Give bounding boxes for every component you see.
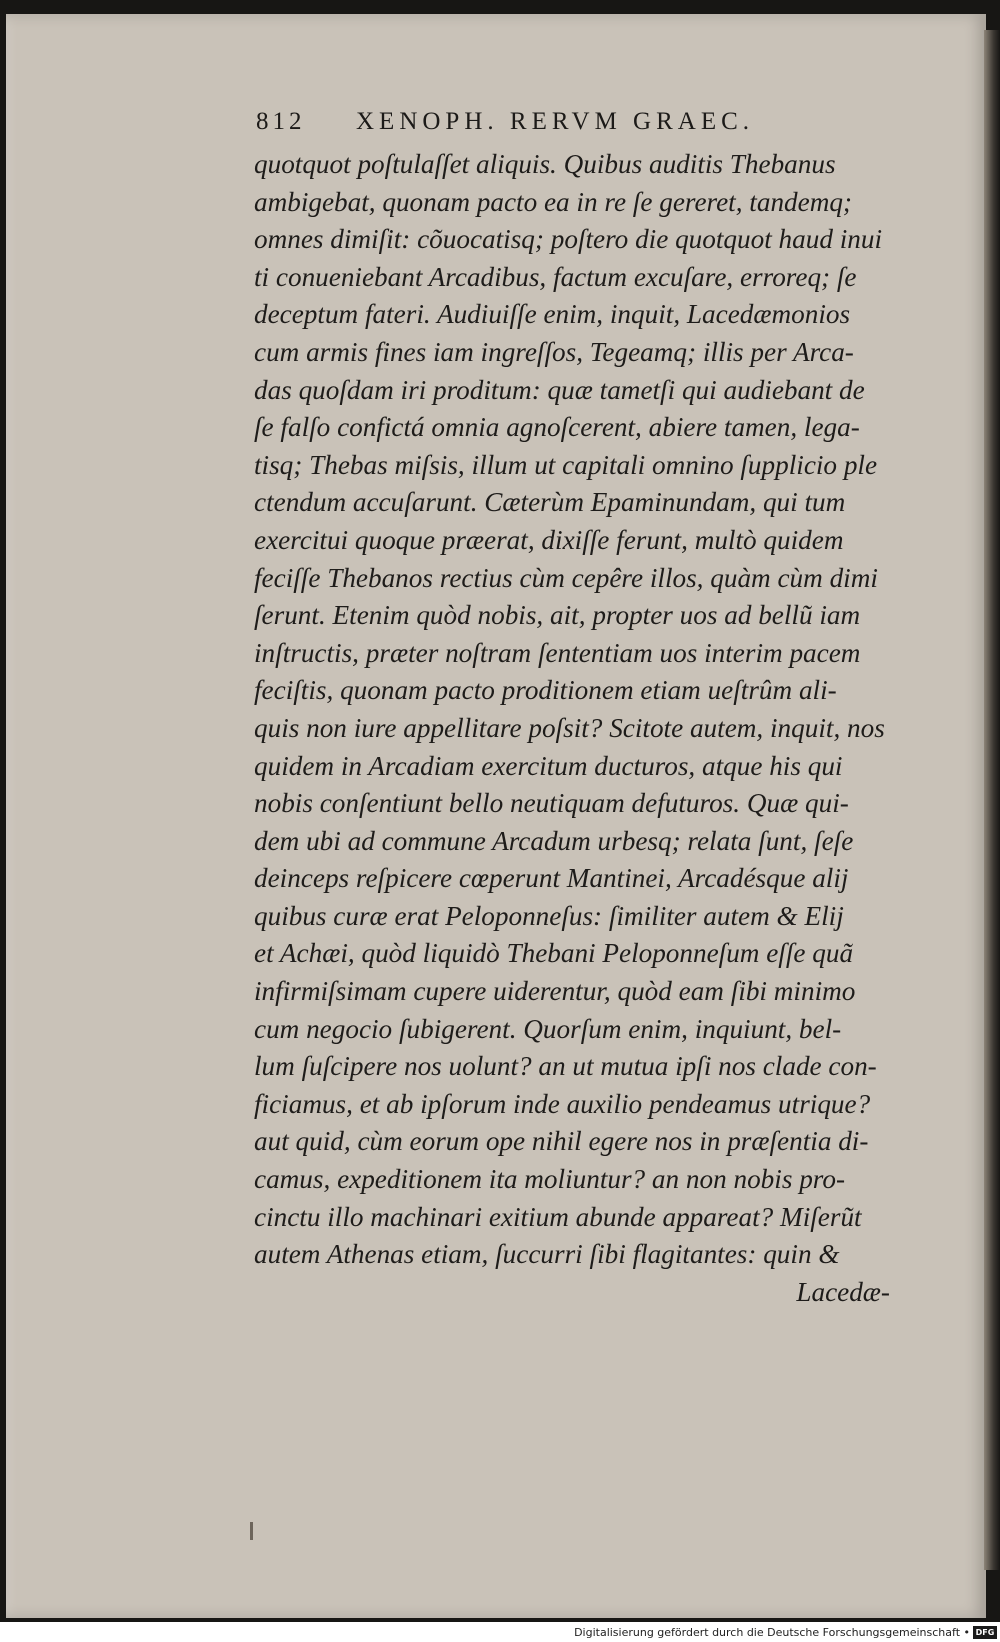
text-line: exercitui quoque præerat, dixiſſe ferunt, multò quidem [254, 524, 844, 555]
funding-credit: Digitalisierung gefördert durch die Deutsche Forschungsgemeinschaft • [574, 1626, 970, 1639]
text-line: ti conueniebant Arcadibus, factum excuſare, erroreq; ſe [254, 261, 857, 292]
text-line: quotquot poſtulaſſet aliquis. Quibus auditis Thebanus [254, 149, 836, 179]
text-line: aut quid, cùm eorum ope nihil egere nos in præſentia di- [254, 1126, 869, 1157]
text-line: infirmiſsimam cupere uiderentur, quòd eam ſibi minimo [254, 976, 856, 1007]
text-line: feciſtis, quonam pacto proditionem etiam ueſtrûm ali- [254, 675, 837, 706]
body-text [254, 146, 906, 1311]
digitization-footer [0, 1624, 1000, 1642]
text-line: tisq; Thebas miſsis, illum ut capitali omnino ſupplicio ple [254, 449, 878, 480]
text-line: das quoſdam iri proditum: quæ tametſi qui audiebant de [254, 374, 865, 405]
text-line: inſtructis, præter noſtram ſententiam uos interim pacem [254, 637, 861, 668]
text-line: autem Athenas etiam, ſuccurri ſibi flagitantes: quin & [254, 1239, 840, 1270]
text-line: cum negocio ſubigerent. Quorſum enim, inquiunt, bel- [254, 1013, 842, 1044]
text-line: camus, expeditionem ita moliuntur? an non nobis pro- [254, 1164, 846, 1195]
text-line: ficiamus, et ab ipſorum inde auxilio pendeamus utrique? [254, 1088, 871, 1119]
text-line: dem ubi ad commune Arcadum urbesq; relata ſunt, ſeſe [254, 825, 854, 856]
text-line: quidem in Arcadiam exercitum ducturos, atque his qui [254, 750, 843, 781]
text-line: cum armis fines iam ingreſſos, Tegeamq; illis per Arca- [254, 336, 854, 367]
text-line: deinceps reſpicere cœperunt Mantinei, Arcadésque alij [254, 863, 849, 894]
text-line: cinctu illo machinari exitium abunde appareat? Miſerũt [254, 1201, 862, 1232]
text-line: et Achæi, quòd liquidò Thebani Peloponneſum eſſe quã [254, 938, 854, 969]
text-line: quibus curæ erat Peloponneſus: ſimiliter autem & Elij [254, 900, 844, 931]
text-line: ſerunt. Etenim quòd nobis, ait, propter uos ad bellũ iam [254, 600, 861, 631]
text-line: ctendum accuſarunt. Cæterùm Epaminundam, qui tum [254, 487, 846, 518]
text-line: deceptum fateri. Audiuiſſe enim, inquit, Lacedæmonios [254, 299, 851, 330]
dfg-logo: DFG [973, 1626, 997, 1639]
text-line: lum ſuſcipere nos uolunt? an ut mutua ipſi nos clade con- [254, 1051, 877, 1082]
page-mark [250, 1522, 253, 1540]
text-line: ſe falſo confictá omnia agnoſcerent, abiere tamen, lega- [254, 412, 860, 443]
text-line: quis non iure appellitare poſsit? Scitote autem, inquit, nos [254, 712, 885, 743]
text-line: ambigebat, quonam pacto ea in re ſe gereret, tandemq; [254, 186, 852, 217]
folio-number: 812 [256, 108, 306, 135]
text-line: feciſſe Thebanos rectius cùm cepêre illos, quàm cùm dimi [254, 562, 878, 593]
page-edge [984, 30, 1000, 1570]
running-header [256, 108, 816, 142]
text-line: omnes dimiſit: cõuocatisq; poſtero die quotquot haud inui [254, 224, 883, 255]
catchword: Lacedæ- [796, 1276, 890, 1307]
running-head-title: XENOPH. RERVM GRAEC. [356, 108, 755, 135]
text-line: nobis conſentiunt bello neutiquam defuturos. Quæ qui- [254, 788, 849, 819]
